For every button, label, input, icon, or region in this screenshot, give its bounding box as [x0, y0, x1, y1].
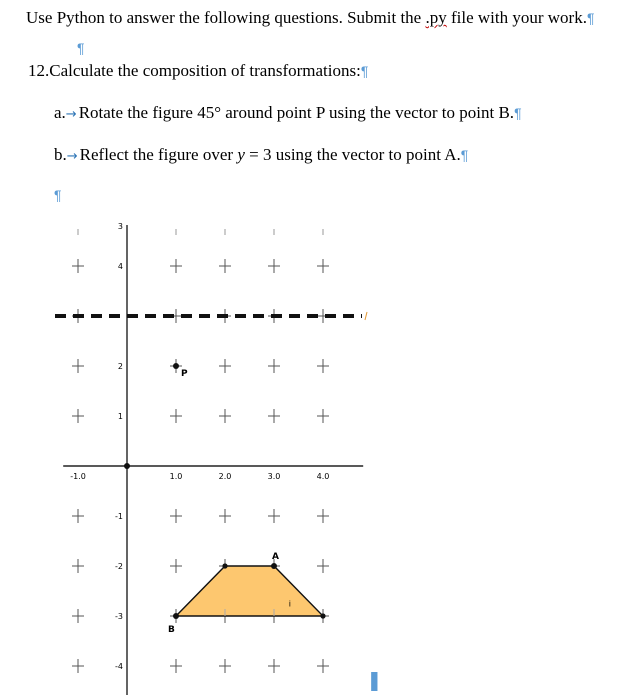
tab-arrow-icon: →	[66, 149, 78, 164]
vertex-dot	[320, 613, 325, 618]
item-b	[54, 145, 468, 165]
item-a-label: a.	[54, 103, 66, 122]
empty-paragraph-mark: ¶	[77, 40, 85, 56]
point-a-label: A	[272, 552, 279, 562]
item-a-text: Rotate the figure 45° around point P using the vector to point B.	[78, 103, 515, 122]
y-tick-label: 2	[117, 362, 123, 371]
text-cursor-icon: ▐	[365, 672, 378, 691]
empty-paragraph-mark: ¶	[54, 187, 62, 203]
instruction-line	[26, 8, 595, 28]
coordinate-grid-figure	[0, 210, 632, 700]
trapezoid-figure	[173, 563, 325, 618]
y-tick-label: -2	[115, 562, 123, 571]
tab-arrow-icon: →	[65, 107, 77, 122]
x-tick-label: 4.0	[316, 472, 330, 481]
py-extension: .py	[425, 8, 447, 27]
y-tick-label: -1	[115, 512, 123, 521]
question-number: 12.	[28, 61, 50, 80]
instruction-text-b: file with your work.	[446, 8, 587, 27]
point-a-dot	[271, 563, 277, 569]
y-tick-label: 3	[117, 222, 123, 231]
point-b-label: B	[168, 625, 175, 635]
axes	[63, 225, 363, 695]
vertex-dot	[222, 563, 227, 568]
x-tick-label: -1.0	[70, 472, 86, 481]
pilcrow-mark: ¶	[360, 63, 369, 79]
trapezoid	[176, 566, 323, 616]
pilcrow-mark: ¶	[460, 147, 469, 163]
y-tick-label: -4	[115, 662, 123, 671]
origin-dot	[124, 463, 130, 469]
line-end-mark	[365, 312, 367, 320]
point-p-dot	[173, 363, 179, 369]
x-tick-label: 1.0	[169, 472, 183, 481]
pilcrow-mark: ¶	[586, 10, 595, 26]
item-b-variable: y	[237, 145, 245, 164]
instruction-text-a: Use Python to answer the following questions. Submit the	[26, 8, 426, 27]
pilcrow-mark: ¶	[514, 105, 522, 121]
x-tick-label: 2.0	[218, 472, 232, 481]
x-tick-label: 3.0	[267, 472, 281, 481]
y-tick-labels	[115, 222, 123, 671]
y-tick-label: 4	[117, 262, 123, 271]
question-text: Calculate the composition of transformations:	[49, 61, 361, 80]
item-b-text-after: = 3 using the vector to point A.	[244, 145, 461, 164]
point-p-label: P	[181, 369, 188, 379]
item-a	[54, 103, 522, 123]
question-line	[28, 61, 368, 81]
point-b-dot	[173, 613, 179, 619]
inner-label: i	[288, 599, 291, 609]
y-tick-label: -3	[115, 612, 123, 621]
item-b-text-before: Reflect the figure over	[79, 145, 238, 164]
x-tick-labels	[70, 472, 329, 481]
item-b-label: b.	[54, 145, 67, 164]
y-tick-label: 1	[117, 412, 123, 421]
